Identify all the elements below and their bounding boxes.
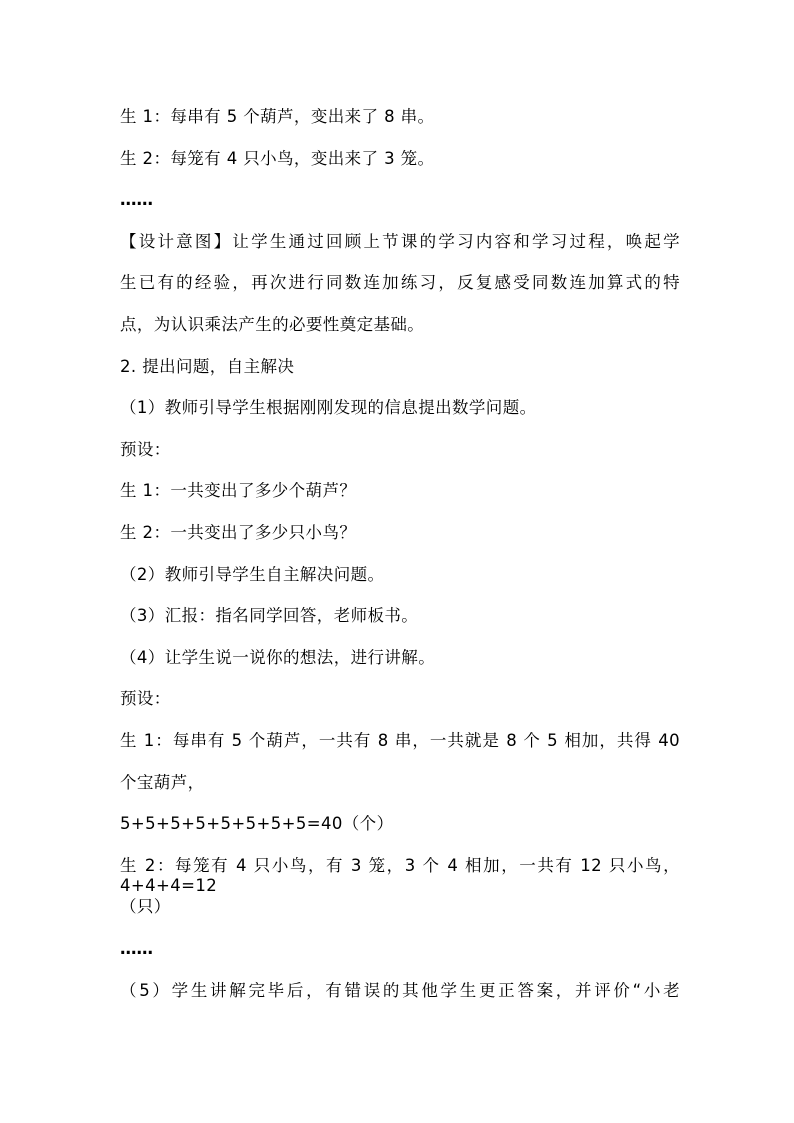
step-4-line: （4）让学生说一说你的想法，进行讲解。	[120, 648, 436, 667]
text-line-2: 生 2：每笼有 4 只小鸟，变出来了 3 笼。	[120, 149, 435, 168]
equation-line: 5+5+5+5+5+5+5+5=40（个）	[120, 814, 394, 833]
student-1-question: 生 1：一共变出了多少个葫芦？	[120, 481, 357, 500]
section-heading: 2. 提出问题，自主解决	[120, 357, 295, 376]
student-2-answer-line-2: （只）	[120, 897, 171, 916]
student-2-question: 生 2：一共变出了多少只小鸟？	[120, 523, 357, 542]
student-2-answer-line-1: 生 2：每笼有 4 只小鸟，有 3 笼，3 个 4 相加，一共有 12 只小鸟，4+4+4=12	[120, 856, 680, 895]
student-1-answer-line-2: 个宝葫芦，	[120, 773, 205, 792]
step-1-line: （1）教师引导学生根据刚刚发现的信息提出数学问题。	[120, 398, 537, 417]
text-line-1: 生 1：每串有 5 个葫芦，变出来了 8 串。	[120, 107, 435, 126]
preset-label-1: 预设：	[120, 440, 171, 459]
preset-label-2: 预设：	[120, 689, 171, 708]
step-5-line: （5）学生讲解完毕后，有错误的其他学生更正答案，并评价“小老	[120, 981, 680, 1000]
design-intent-line-2: 生已有的经验，再次进行同数连加练习，反复感受同数连加算式的特	[120, 273, 680, 292]
design-intent-line-1: 【设计意图】让学生通过回顾上节课的学习内容和学习过程，唤起学	[120, 232, 680, 251]
design-intent-line-3: 点，为认识乘法产生的必要性奠定基础。	[120, 315, 425, 334]
ellipsis-line-2: ……	[120, 939, 153, 958]
student-1-answer-line-1: 生 1：每串有 5 个葫芦，一共有 8 串，一共就是 8 个 5 相加，共得 40	[120, 731, 680, 750]
step-2-line: （2）教师引导学生自主解决问题。	[120, 565, 385, 584]
step-3-line: （3）汇报：指名同学回答，老师板书。	[120, 606, 419, 625]
ellipsis-line-1: ……	[120, 190, 153, 209]
